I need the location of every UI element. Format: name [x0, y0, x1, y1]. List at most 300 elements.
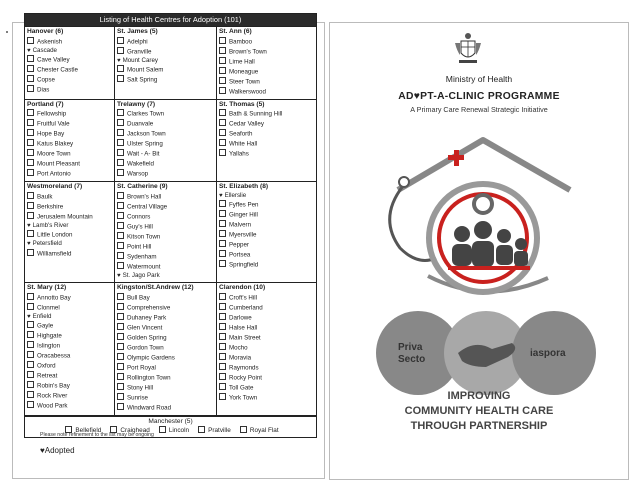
checkbox-icon — [219, 139, 226, 146]
checkbox-icon — [27, 202, 34, 209]
checkbox-icon — [219, 220, 226, 227]
centre-item — [27, 212, 112, 222]
centre-item — [219, 383, 314, 393]
centre-item — [27, 139, 112, 149]
centre-item — [219, 47, 314, 57]
centre-name: Glen Vincent — [127, 324, 163, 331]
centre-name: Gordon Town — [127, 344, 164, 351]
centre-item — [27, 169, 112, 179]
checkbox-icon — [117, 363, 124, 370]
centre-item — [117, 242, 214, 252]
centre-item — [27, 159, 112, 169]
centre-item — [27, 240, 112, 249]
centre-name: Adelphi — [127, 38, 148, 45]
centre-item — [27, 119, 112, 129]
centre-name: Sydenham — [127, 253, 157, 260]
centre-item — [219, 363, 314, 373]
centre-name: Oxford — [37, 362, 56, 370]
centre-name: Seaforth — [229, 130, 253, 138]
centre-name: Mocho — [229, 344, 248, 351]
ministry-name: Ministry of Health — [445, 74, 513, 84]
parish-heading: St. James (5) — [117, 28, 158, 35]
centre-name: Retreat — [37, 372, 58, 380]
centre-name: Halse Hall — [229, 324, 258, 331]
checkbox-icon — [219, 323, 226, 330]
person-body-4 — [514, 251, 528, 266]
checkbox-icon — [219, 240, 226, 247]
centre-name: Hope Bay — [37, 130, 65, 138]
listing-note: Please note refinement to the list may be ongoing — [40, 432, 154, 438]
centre-item — [27, 149, 112, 159]
centre-name: Pepper — [229, 241, 249, 249]
centre-item — [27, 391, 112, 401]
centre-name: Gayle — [37, 322, 54, 330]
centre-item — [219, 119, 314, 129]
parish-cell — [25, 100, 115, 182]
checkbox-icon — [27, 119, 34, 126]
checkbox-icon — [219, 383, 226, 390]
ground-line — [448, 266, 530, 270]
parish-row — [25, 182, 316, 283]
checkbox-icon — [27, 341, 34, 348]
centre-name: Brown's Hall — [127, 193, 162, 200]
checkbox-icon — [117, 403, 124, 410]
heart-icon: ♥ — [117, 57, 121, 64]
centre-item — [117, 57, 214, 66]
centre-item — [27, 230, 112, 240]
manchester-item-label: Bellefield — [75, 427, 102, 434]
centre-name: Fruitful Vale — [37, 120, 70, 128]
centre-item — [219, 373, 314, 383]
centre-list — [117, 293, 214, 413]
checkbox-icon — [27, 85, 34, 92]
headline-line-3: THROUGH PARTNERSHIP — [410, 420, 548, 432]
checkbox-icon — [27, 331, 34, 338]
headline-line-1: IMPROVING — [447, 390, 511, 402]
centre-item — [27, 109, 112, 119]
partner-right-label: iaspora — [530, 348, 566, 359]
stethoscope-earpiece — [399, 177, 409, 187]
centre-name: Mount Carey — [122, 56, 158, 64]
checkbox-icon — [219, 109, 226, 116]
centre-name: Moore Town — [37, 150, 71, 158]
centre-item — [117, 393, 214, 403]
cover-headline — [330, 389, 628, 434]
checkbox-icon — [117, 202, 124, 209]
checkbox-icon — [27, 401, 34, 408]
checkbox-icon — [117, 353, 124, 360]
checkbox-icon — [219, 119, 226, 126]
headline-line-2: COMMUNITY HEALTH CARE — [404, 405, 554, 417]
heart-icon: ♥ — [27, 222, 31, 229]
centre-name: Fyffes Pen — [229, 201, 259, 209]
coat-of-arms-icon — [452, 31, 484, 65]
checkbox-icon — [240, 426, 247, 433]
centre-name: York Town — [229, 394, 258, 401]
centre-list — [219, 293, 314, 403]
parish-row — [25, 100, 316, 183]
manchester-item-label: Lincoln — [168, 427, 190, 434]
centre-name: Watermount — [127, 263, 161, 270]
centre-item — [219, 303, 314, 313]
centre-name: Main Street — [229, 334, 261, 341]
parish-heading: St. Catherine (9) — [117, 183, 168, 190]
checkbox-icon — [27, 169, 34, 176]
centre-name: Jerusalem Mountain — [37, 213, 93, 220]
checkbox-icon — [219, 57, 226, 64]
manchester-item-label: Craighead — [120, 427, 150, 434]
centre-name: Dias — [37, 86, 50, 94]
centre-item — [117, 313, 214, 323]
centre-item — [219, 293, 314, 303]
centre-name: Moneague — [229, 68, 259, 75]
centre-item — [117, 333, 214, 343]
person-head-2 — [474, 221, 492, 239]
centre-item — [117, 65, 214, 75]
centre-name: Myersville — [229, 231, 257, 239]
parish-cell — [25, 283, 115, 415]
centre-name: Malvern — [229, 221, 252, 229]
parish-heading: Westmoreland (7) — [27, 183, 83, 190]
centre-name: Lamb's River — [32, 221, 69, 229]
centre-item — [117, 383, 214, 393]
centre-name: Cumberland — [229, 304, 263, 311]
centre-name: Duanvale — [127, 120, 154, 128]
checkbox-icon — [219, 303, 226, 310]
checkbox-icon — [219, 363, 226, 370]
checkbox-icon — [117, 343, 124, 350]
checkbox-icon — [27, 109, 34, 116]
checkbox-icon — [27, 139, 34, 146]
parish-heading: St. Elizabeth (8) — [219, 183, 269, 190]
checkbox-icon — [117, 333, 124, 340]
centre-name: Rocky Point — [229, 374, 263, 381]
programme-tagline: A Primary Care Renewal Strategic Initiative — [410, 105, 548, 114]
parish-cell — [25, 182, 115, 282]
checkbox-icon — [117, 293, 124, 300]
centre-name: Askenish — [37, 38, 63, 45]
centre-item — [117, 159, 214, 169]
sun-disc — [474, 195, 492, 213]
centre-item — [219, 260, 314, 270]
centre-name: Point Hill — [127, 243, 152, 250]
checkbox-icon — [117, 383, 124, 390]
checkbox-icon — [219, 250, 226, 257]
centre-item — [27, 192, 112, 202]
centre-item — [117, 129, 214, 139]
checkbox-icon — [27, 75, 34, 82]
centre-item — [219, 353, 314, 363]
checkbox-icon — [117, 119, 124, 126]
checkbox-icon — [27, 149, 34, 156]
health-centre-illustration — [358, 118, 608, 298]
centre-name: Mount Pleasant — [37, 160, 80, 168]
scan-speck — [6, 31, 8, 33]
centre-name: Port Royal — [127, 364, 156, 371]
centre-item — [219, 323, 314, 333]
centre-name: Copse — [37, 76, 55, 84]
checkbox-icon — [117, 169, 124, 176]
checkbox-icon — [219, 393, 226, 400]
centre-name: Ginger Hill — [229, 211, 258, 219]
centre-item — [117, 37, 214, 47]
manchester-item — [237, 427, 279, 434]
parish-heading: Clarendon (10) — [219, 284, 266, 291]
checkbox-icon — [117, 393, 124, 400]
centre-item — [117, 252, 214, 262]
checkbox-icon — [117, 159, 124, 166]
centre-item — [219, 210, 314, 220]
listing-title: Listing of Health Centres for Adoption (101) — [24, 13, 317, 27]
centre-name: Little London — [37, 231, 73, 239]
centre-name: Rollington Town — [127, 374, 171, 381]
centre-list — [27, 109, 112, 179]
checkbox-icon — [117, 47, 124, 54]
centre-name: Steer Town — [229, 78, 260, 85]
checkbox-icon — [27, 129, 34, 136]
centre-item — [117, 232, 214, 242]
checkbox-icon — [27, 249, 34, 256]
checkbox-icon — [117, 65, 124, 72]
person-body-3 — [496, 245, 513, 265]
centre-name: Robin's Bay — [37, 382, 70, 390]
centre-item — [27, 222, 112, 231]
centre-name: Comprehensive — [127, 304, 171, 311]
centre-list — [117, 37, 214, 86]
manchester-item — [195, 427, 231, 434]
centre-item — [219, 37, 314, 47]
centre-item — [117, 139, 214, 149]
person-head-1 — [454, 226, 470, 242]
checkbox-icon — [219, 353, 226, 360]
checkbox-icon — [219, 210, 226, 217]
centre-name: Enfield — [32, 312, 52, 320]
centre-item — [219, 230, 314, 240]
centre-item — [117, 75, 214, 85]
parish-cell — [25, 27, 115, 99]
centre-item — [117, 403, 214, 413]
adopted-legend-label: Adopted — [44, 446, 75, 455]
centre-item — [27, 55, 112, 65]
centre-name: Salt Spring — [127, 76, 158, 84]
centre-item — [219, 77, 314, 87]
checkbox-icon — [117, 222, 124, 229]
heart-icon: ♥ — [219, 192, 223, 199]
checkbox-icon — [117, 373, 124, 380]
centre-name: Katus Blakey — [37, 140, 74, 148]
checkbox-icon — [117, 192, 124, 199]
checkbox-icon — [219, 77, 226, 84]
centre-item — [27, 321, 112, 331]
centre-name: Mount Salem — [127, 66, 164, 74]
centre-list — [27, 293, 112, 412]
checkbox-icon — [117, 139, 124, 146]
parish-cell — [217, 100, 316, 182]
centre-item — [219, 220, 314, 230]
person-head-3 — [497, 229, 511, 243]
centre-name: Springfield — [229, 261, 259, 269]
adopted-legend — [40, 446, 75, 455]
partnership-graphic — [370, 303, 602, 403]
centre-item — [117, 323, 214, 333]
centre-name: Toll Gate — [229, 384, 254, 391]
centre-item — [219, 67, 314, 77]
centre-item — [27, 249, 112, 259]
centre-name: Chester Castle — [37, 66, 78, 74]
brochure-cover — [329, 22, 629, 480]
heart-icon: ♥ — [27, 47, 31, 54]
parish-row — [25, 27, 316, 100]
checkbox-icon — [117, 75, 124, 82]
checkbox-icon — [27, 192, 34, 199]
centre-item — [27, 202, 112, 212]
centre-name: Clarkes Town — [127, 110, 165, 118]
centre-name: Raymonds — [229, 364, 259, 371]
centre-item — [219, 343, 314, 353]
centre-name: Brown's Town — [229, 48, 267, 55]
centre-item — [117, 363, 214, 373]
centre-item — [27, 75, 112, 85]
cross-horizontal — [448, 155, 464, 160]
manchester-heading: Manchester (5) — [148, 417, 193, 425]
checkbox-icon — [117, 252, 124, 259]
centre-name: Annotto Bay — [37, 294, 71, 301]
centre-name: Moravia — [229, 354, 252, 361]
checkbox-icon — [219, 87, 226, 94]
parish-heading: St. Ann (6) — [219, 28, 252, 35]
checkbox-icon — [219, 313, 226, 320]
centre-item — [219, 192, 314, 201]
centre-list — [27, 37, 112, 96]
centre-name: Islington — [37, 342, 61, 350]
checkbox-icon — [219, 293, 226, 300]
centre-name: Sunrise — [127, 394, 148, 401]
centre-name: Petersfield — [32, 240, 62, 247]
centre-item — [27, 401, 112, 411]
centre-name: Port Antonio — [37, 170, 71, 178]
centre-item — [27, 331, 112, 341]
centre-item — [219, 393, 314, 403]
centre-item — [27, 65, 112, 75]
person-body-2 — [472, 241, 494, 267]
heart-icon: ♥ — [27, 313, 31, 320]
parish-cell — [217, 27, 316, 99]
checkbox-icon — [117, 262, 124, 269]
centre-name: Ellerslie — [224, 191, 247, 199]
person-head-4 — [515, 238, 527, 250]
checkbox-icon — [117, 149, 124, 156]
centre-item — [117, 109, 214, 119]
parish-cell — [115, 27, 217, 99]
centre-list — [117, 109, 214, 179]
centre-name: Lime Hall — [229, 58, 255, 65]
checkbox-icon — [27, 371, 34, 378]
person-body-1 — [452, 244, 472, 266]
checkbox-icon — [27, 55, 34, 62]
checkbox-icon — [27, 230, 34, 237]
centre-item — [27, 293, 112, 303]
checkbox-icon — [117, 242, 124, 249]
parish-grid — [24, 27, 317, 417]
centre-item — [117, 222, 214, 232]
parish-heading: Kingston/St.Andrew (12) — [117, 284, 194, 291]
parish-heading: St. Thomas (5) — [219, 100, 265, 108]
centre-item — [219, 313, 314, 323]
parish-cell — [217, 182, 316, 282]
centre-name: Olympic Gardens — [127, 354, 175, 361]
checkbox-icon — [27, 212, 34, 219]
centre-list — [219, 37, 314, 97]
health-centre-listing — [24, 13, 317, 438]
parish-cell — [115, 100, 217, 182]
centre-name: Highgate — [37, 332, 62, 340]
centre-item — [117, 262, 214, 272]
checkbox-icon — [219, 230, 226, 237]
centre-name: Wait - A- Bit — [127, 150, 160, 158]
checkbox-icon — [117, 232, 124, 239]
centre-item — [27, 313, 112, 322]
checkbox-icon — [117, 323, 124, 330]
checkbox-icon — [117, 37, 124, 44]
centre-name: Williamsfield — [37, 250, 72, 257]
checkbox-icon — [117, 212, 124, 219]
parish-row — [25, 283, 316, 416]
centre-name: Cedar Valley — [229, 120, 264, 128]
centre-name: Clonmel — [37, 304, 60, 311]
centre-name: Granville — [127, 48, 152, 55]
parish-cell — [115, 283, 217, 415]
centre-item — [27, 129, 112, 139]
checkbox-icon — [219, 343, 226, 350]
partner-left-label-2: Secto — [398, 354, 426, 365]
checkbox-icon — [27, 65, 34, 72]
centre-item — [117, 47, 214, 57]
centre-name: Ulster Spring — [127, 140, 163, 148]
centre-name: Cave Valley — [37, 56, 70, 64]
centre-item — [117, 373, 214, 383]
parish-cell — [217, 283, 316, 415]
centre-item — [27, 381, 112, 391]
centre-list — [219, 192, 314, 271]
checkbox-icon — [117, 129, 124, 136]
centre-item — [117, 149, 214, 159]
heart-icon: ♥ — [117, 272, 121, 279]
heart-icon: ♥ — [40, 446, 45, 455]
checkbox-icon — [198, 426, 205, 433]
centre-name: White Hall — [229, 140, 258, 148]
centre-name: Kitson Town — [127, 233, 161, 240]
centre-name: Portsea — [229, 251, 251, 259]
heart-icon: ♥ — [27, 241, 31, 247]
centre-name: Rock River — [37, 392, 68, 400]
checkbox-icon — [219, 149, 226, 156]
centre-item — [27, 85, 112, 95]
centre-name: Guy's Hill — [127, 223, 153, 230]
checkbox-icon — [159, 426, 166, 433]
centre-name: Wood Park — [37, 402, 68, 410]
centre-name: Bath & Sunning Hill — [229, 110, 283, 118]
centre-item — [117, 303, 214, 313]
centre-name: Windward Road — [127, 404, 172, 411]
centre-list — [27, 192, 112, 259]
checkbox-icon — [219, 200, 226, 207]
checkbox-icon — [219, 129, 226, 136]
centre-item — [117, 293, 214, 303]
centre-item — [219, 87, 314, 97]
partner-left-label-1: Priva — [398, 342, 423, 353]
centre-name: Central Village — [127, 203, 168, 210]
centre-name: Yallahs — [229, 150, 249, 158]
